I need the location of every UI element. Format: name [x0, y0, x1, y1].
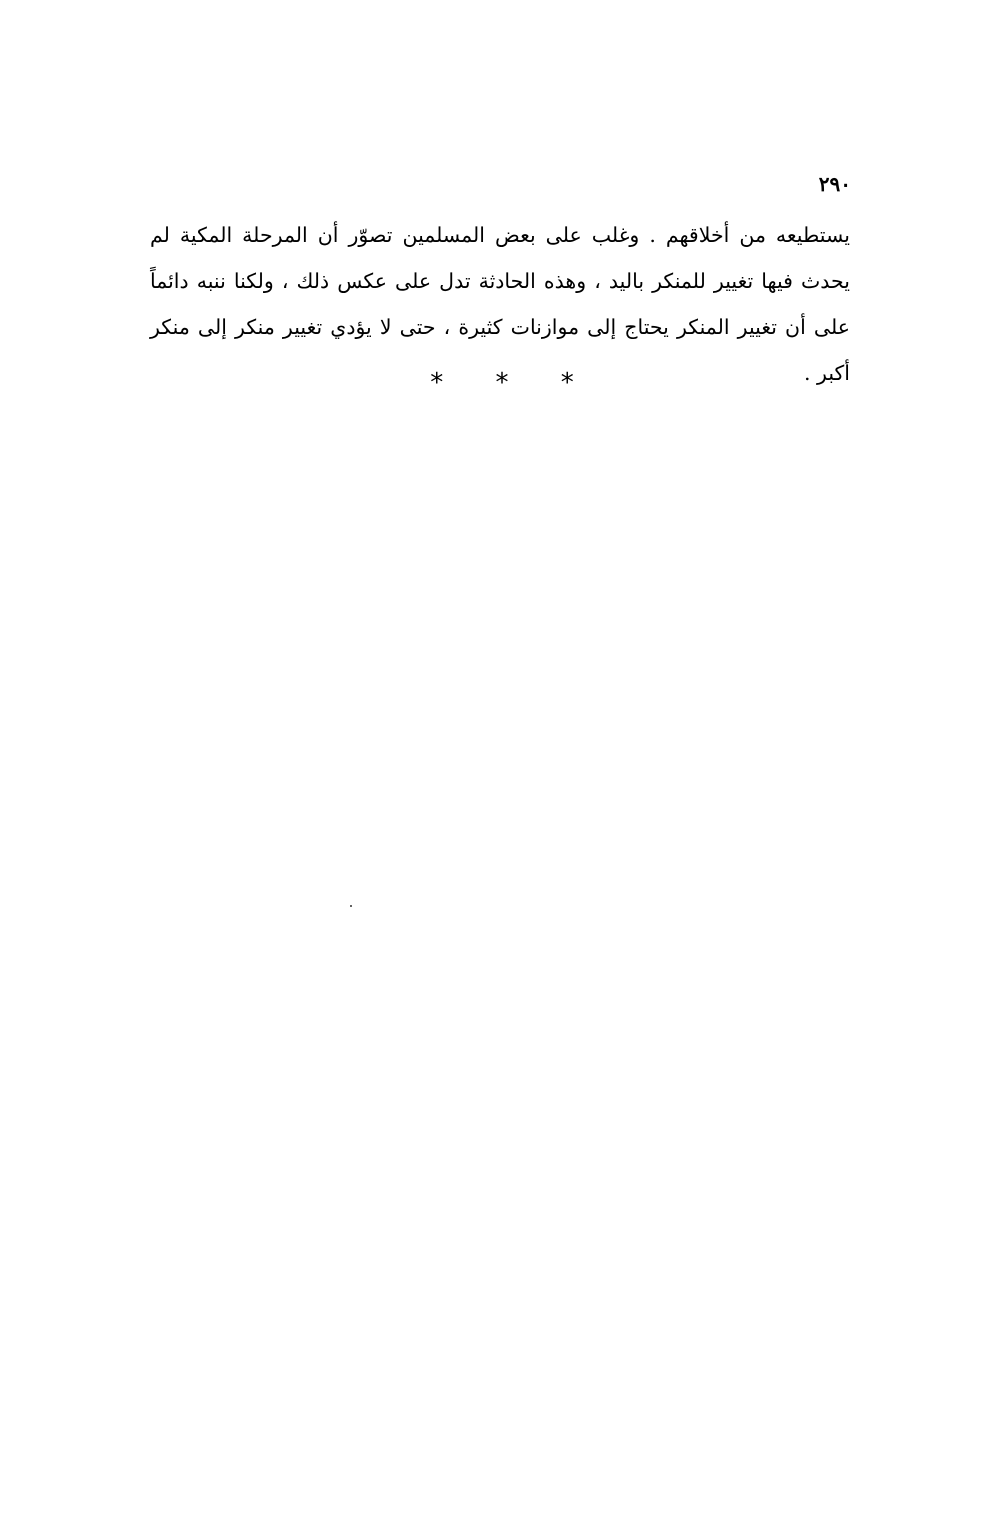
page-number: ٢٩٠	[818, 172, 851, 196]
section-separator: * * *	[430, 368, 596, 398]
stray-mark	[350, 905, 352, 907]
paragraph: يستطيعه من أخلاقهم . وغلب على بعض المسلمين تصوّر أن المرحلة المكية لم يحدث فيها تغيير للمنكر باليد ، وهذه الحادثة تدل على عكس ذلك ، ولكنا ننبه دائماً على أن تغيير المنكر يحتاج إلى موازنات كثيرة ، حتى لا يؤدي تغيير منكر إلى منكر أكبر .	[150, 223, 850, 385]
